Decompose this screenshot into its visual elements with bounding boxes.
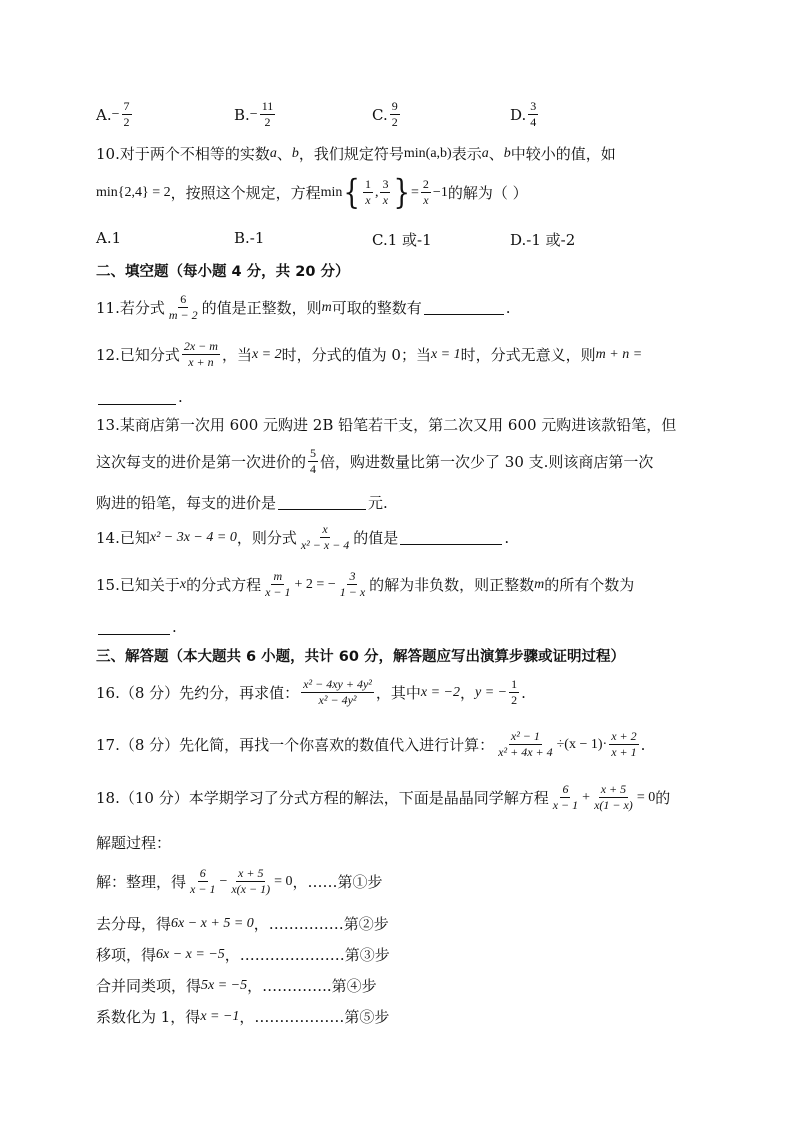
fraction-den: x² − x − 4 [300,538,350,552]
fraction-den: 2 [264,115,271,129]
expression: m + n = [595,346,643,362]
fraction-num: x + 5 [238,866,264,880]
option-fraction [122,100,132,129]
q12-text: 12.已知分式 [96,346,180,364]
period: . [640,735,646,754]
fraction-num: x + 2 [611,729,637,743]
q10-option-d [510,229,575,250]
var-m: m [534,576,545,592]
q10-line2 [96,173,528,212]
fraction-num: 5 [310,446,317,460]
q10-option-a [96,229,121,247]
option-letter: B. [234,105,250,124]
step-marker: ，……………第②步 [253,915,389,933]
period: . [504,528,510,547]
condition: x = −2 [420,684,460,700]
step-equation: 6x − x + 5 = 0 [171,915,254,931]
fraction-den: 2 [511,693,518,707]
q17-text: 17.（8 分）先化简，再找一个你喜欢的数值代入进行计算： [96,736,495,754]
step-text: 解：整理，得 [96,873,187,891]
q13-text: 倍，购进数量比第一次少了 30 支.则该商店第一次 [320,453,654,471]
step-marker: ，…………………第③步 [224,946,390,964]
fraction-den: 4 [310,462,317,476]
q10-text: 10.对于两个不相等的实数 [96,145,270,163]
q13-line3 [96,492,388,513]
fraction [229,867,272,896]
section-heading: 二、填空题（每小题 4 分，共 20 分） [96,264,350,280]
q10-sep: 、 [276,145,292,163]
operator: + [582,789,591,805]
fraction [509,678,519,707]
q13-text: 这次每支的进价是第一次进价的 [96,453,307,471]
q12-answer-line [96,388,183,406]
fraction [421,178,431,207]
q9-option-a [96,100,134,129]
fraction-den: x − 1 [190,882,216,896]
q18-step1 [96,867,383,896]
min-example: min{2,4} = 2 [96,184,171,200]
step-equation: 5x = −5 [201,977,248,993]
q11-text: 的值是正整数，则 [201,299,322,317]
fraction-num: 3 [382,177,389,191]
fraction [301,678,374,707]
fraction-den: x² + 4x + 4 [498,745,553,759]
q15 [96,570,634,599]
q10-text: 的解为（ ） [447,184,528,202]
q16-sep: ， [460,684,476,702]
q10-option-c [372,229,432,250]
fraction-num: 2 [422,177,429,191]
q10-text: 中较小的值，如 [510,145,616,163]
answer-blank[interactable] [400,530,502,545]
answer-blank[interactable] [424,300,504,315]
comma: , [374,184,379,200]
step-text: 系数化为 1，得 [96,1008,201,1026]
q12-text: ，当 [221,346,252,364]
step-text: 移项，得 [96,946,157,964]
step-equation: 6x − x = −5 [156,946,225,962]
operator: − [219,873,228,889]
q18-step5 [96,1006,389,1027]
condition: x = 1 [430,346,461,362]
q9-option-d [510,100,540,129]
option-letter: C. [372,105,388,124]
q11-text: 可取的整数有 [331,299,422,317]
q15-text: 15.已知关于 [96,576,180,594]
fraction [167,293,200,322]
q14 [96,523,509,552]
equation: x² − 3x − 4 = 0 [149,529,237,545]
fraction-den: x [423,193,429,207]
fraction-den: x + 1 [611,745,637,759]
step-marker: ，……第①步 [292,873,383,891]
equals-zero: = 0 [636,789,656,805]
var-a: a [269,145,277,161]
q15-text: 的分式方程 [186,576,262,594]
fraction-num: m [273,569,283,583]
q10-line1 [96,143,616,164]
option-label: B.-1 [234,229,265,247]
var-a: a [481,145,489,161]
q13-line1: 13.某商店第一次用 600 元购进 2B 铅笔若干支，第二次又用 600 元购进该款铅笔，但 [96,416,677,434]
q13-line2 [96,447,653,476]
fraction [338,570,367,599]
option-label: A.1 [96,229,122,247]
answer-blank[interactable] [278,495,366,510]
q18-line1 [96,783,670,812]
q18-line2: 解题过程： [96,834,172,852]
equals: = [411,184,419,200]
fraction-num: x² − 4xy + 4y² [303,677,372,691]
q15-text: 的解为非负数，则正整数 [369,576,535,594]
fraction-num: 1 [511,677,518,691]
q14-text: ，则分式 [236,529,297,547]
q15-answer-line [96,618,177,636]
fraction [380,178,390,207]
q12 [96,340,642,369]
q18-step3 [96,944,390,965]
option-fraction [390,100,400,129]
q10-text: ，我们规定符号 [298,145,404,163]
fraction [188,867,217,896]
period: . [178,388,183,406]
equals-zero: = 0 [274,873,293,889]
fraction-den: x [365,193,371,207]
fraction-den: x(x − 1) [231,882,271,896]
fraction-num: 7 [123,99,130,113]
q10-sep: 、 [488,145,504,163]
fraction [263,570,292,599]
operator: + 2 = − [294,576,336,592]
option-label: D.-1 或-2 [510,231,576,249]
var-b: b [291,145,299,161]
q18-text: 的 [655,789,671,807]
fraction-den: x − 1 [265,585,291,599]
q18-step2 [96,913,389,934]
minus-one: −1 [432,184,448,200]
q18-step4 [96,975,377,996]
period: . [521,683,526,702]
q12-text: 时，分式的值为 0；当 [281,346,431,364]
fraction-num: 2x − m [183,339,218,353]
option-sign: − [111,106,120,122]
period: . [172,618,177,636]
option-fraction [260,100,276,129]
fraction [496,730,554,759]
right-brace: } [393,173,411,212]
var-m: m [321,299,332,315]
fraction [592,783,635,812]
step-marker: ，…………..第④步 [247,977,377,995]
fraction-num: 6 [562,782,569,796]
q14-text: 的值是 [353,529,399,547]
fraction [551,783,580,812]
fraction-num: 6 [180,292,187,306]
fraction [182,340,220,369]
option-label: C.1 或-1 [372,231,432,249]
condition: y = − [475,684,508,700]
q11-text: 11.若分式 [96,299,165,317]
fraction-den: x² − 4y² [318,693,357,707]
q14-text: 14.已知 [96,529,150,547]
period: . [505,298,511,317]
q17 [96,730,645,759]
q10-option-b [234,229,264,247]
answer-blank[interactable] [98,390,176,405]
q18-text: 18.（10 分）本学期学习了分式方程的解法，下面是晶晶同学解方程 [96,789,549,807]
fraction-den: 4 [530,115,537,129]
fraction-num: 3 [530,99,537,113]
fraction-den: x [382,193,389,207]
fraction-den: 2 [123,115,130,129]
fraction [299,523,351,552]
q16-text: 16.（8 分）先约分，再求值： [96,684,300,702]
option-sign: − [249,106,258,122]
fraction [308,447,318,476]
fraction-den: x + n [188,355,214,369]
q9-option-b [234,100,277,129]
fraction-den: m − 2 [168,308,198,322]
fraction-num: x² − 1 [510,729,540,743]
fraction-num: 6 [199,866,206,880]
q16-text: ，其中 [375,684,421,702]
option-fraction [528,100,538,129]
fraction [609,730,638,759]
fraction-num: x + 5 [600,782,627,796]
answer-blank[interactable] [98,620,170,635]
var-x: x [179,576,187,592]
operator: ÷(x − 1)· [556,736,608,752]
section-heading: 三、解答题（本大题共 6 小题，共计 60 分，解答题应写出演算步骤或证明过程） [96,649,625,665]
min-notation: min(a,b) [403,145,452,161]
option-letter: D. [510,105,527,124]
q10-text: 表示 [451,145,482,163]
fraction-num: x [322,522,328,536]
fraction-den: x(1 − x) [594,798,633,812]
q13-text: 元. [368,494,388,512]
step-marker: ，………………第⑤步 [239,1008,390,1026]
step-equation: x = −1 [200,1008,240,1024]
q15-text: 的所有个数为 [544,576,635,594]
q11 [96,293,511,322]
step-text: 合并同类项，得 [96,977,202,995]
fraction-num: 11 [261,99,274,113]
fraction-num: 1 [364,177,371,191]
condition: x = 2 [251,346,282,362]
min-label: min [320,184,343,200]
fraction-den: 2 [391,115,398,129]
var-b: b [503,145,511,161]
q13-text: 购进的铅笔，每支的进价是 [96,494,277,512]
fraction-num: 9 [391,99,398,113]
option-letter: A. [96,105,112,124]
q16 [96,678,526,707]
fraction-den: 1 − x [339,585,366,599]
fraction [363,178,373,207]
q12-text: 时，分式无意义，则 [460,346,596,364]
step-text: 去分母，得 [96,915,172,933]
fraction-den: x − 1 [552,798,579,812]
q9-option-c [372,100,402,129]
q10-text: ，按照这个规定，方程 [170,184,321,202]
fraction-num: 3 [349,569,356,583]
left-brace: { [343,173,360,212]
